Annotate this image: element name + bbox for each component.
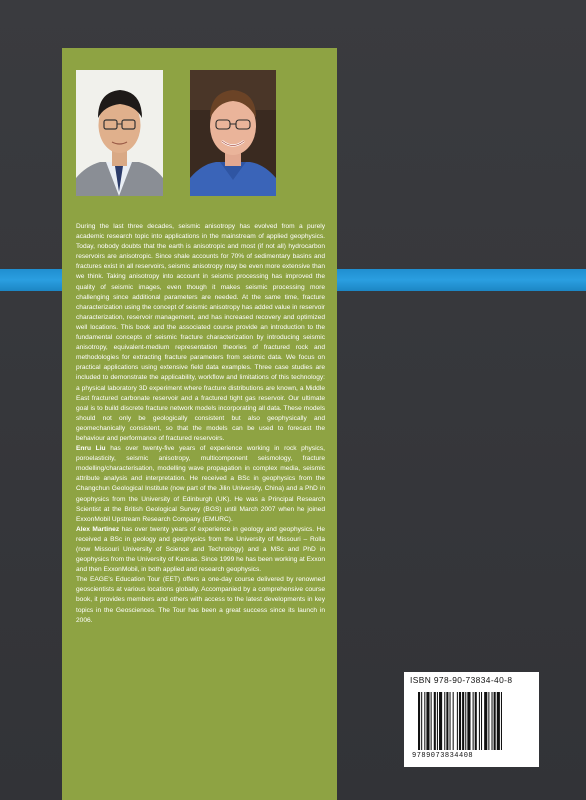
author-1-name: Enru Liu [76,445,106,453]
barcode-bar [431,692,432,750]
barcode-bar [467,692,470,750]
barcode-bar [424,692,425,750]
barcode-bar [446,692,448,750]
barcode-bar [439,692,442,750]
barcode-bar [426,692,429,750]
barcode-bar [494,692,496,750]
barcode-bar [453,692,454,750]
author-2-bio-text: has over twenty years of experience in geology and geophysics. He received a BSc in geology and geophysics from the University of Missouri – Rolla (now Missouri University of Science and Technology) and a MSc and PhD in geophysics from the University of Kansas. Since 1999 he has been working at Exxon and then ExxonMobil, in both applied and research geophysics. [76,525,325,574]
barcode-bars [418,692,534,750]
education-tour-text: The EAGE's Education Tour (EET) offers a one-day course delivered by renowned geoscientists at various locations globally. Accompanied by a comprehensive course book, it provides members and others with access to the latest developments in key topics in the Geosciences. The Tour has been a great success since its launch in 2006. [76,576,325,624]
back-cover-text [76,222,325,626]
barcode-bar [437,692,438,750]
barcode-bar [488,692,489,750]
barcode-bar [484,692,487,750]
barcode-bar [450,692,451,750]
barcode-bar [459,692,461,750]
author-2-bio [76,525,325,575]
barcode-bar [418,692,420,750]
barcode-bar [497,692,500,750]
barcode-bar [434,692,436,750]
barcode-bar [479,692,480,750]
barcode-bar [475,692,477,750]
barcode-bar [465,692,466,750]
author-photo-2 [190,70,276,196]
barcode-bar [444,692,445,750]
author-1-bio-text: has over twenty-five years of experience working in rock physics, poroelasticity, seismic anisotropy, multicomponent seismology, fracture modelling/characterisation, modelling wave propagation in complex media, seismic attribute analysis and interpretation. He received a BSc in geophysics from the Changchun Geological Institute (now part of the Jilin University, China) and a PhD in geophysics from the University of Edinburgh (UK). He was a Principal Research Scientist at the British Geological Survey (BGS) until March 2007 when he joined ExxonMobil Upstream Research Company (EMURC). [76,445,325,523]
barcode-bar [492,692,493,750]
isbn-label: ISBN 978-90-73834-40-8 [410,675,513,685]
isbn-barcode [404,672,539,767]
author-portrait-1 [76,70,163,196]
author-portrait-2 [190,70,276,196]
author-1-bio [76,444,325,525]
barcode-bar [421,692,422,750]
barcode-bar [481,692,482,750]
barcode-bar [462,692,464,750]
barcode-number: 9789073834408 [412,752,474,760]
author-photo-1 [76,70,163,196]
author-2-name: Alex Martinez [76,525,120,533]
barcode-bar [501,692,502,750]
barcode-bar [457,692,458,750]
barcode-bar [473,692,474,750]
book-description: During the last three decades, seismic anisotropy has evolved from a purely academic research topic into applications in the mainstream of applied geophysics. Today, nobody doubts that the earth is anisotropic and most (if not all) hydrocarbon reservoirs are anisotropic. Since shale accounts for 70% of sedimentary basins and fractures exist in all reservoirs, seismic anisotropy may be even more extensive than we think. Taking anisotropy into account in seismic processing has improved the quality of seismic images, even though it makes seismic processing more challenging since additional parameters are needed. At the same time, fracture characterization using the concept of seismic anisotropy has added value in reservoir characterization, reservoir management, and has increased recovery and optimized well locations. This book and the associated course provide an introduction to the fundamental concepts of seismic fracture characterization by introducing seismic anisotropy, equivalent-medium representation theories of fractured rock and methodologies for extracting fracture parameters from seismic data. We focus on practical applications using extensive field data examples. Three case studies are included to demonstrate the applicability, workflow and limitations of this technology: a physical laboratory 3D experiment where fracture distributions are known, a Middle East fractured carbonate reservoir and a fractured tight gas reservoir. Our ultimate goal is to build discrete fracture network models incorporating all data. These models should not only be geologically consistent but also geophysically and geomechanically consistent, so that the models can be used to forecast the behaviour and performance of fractured reservoirs. [76,223,325,442]
